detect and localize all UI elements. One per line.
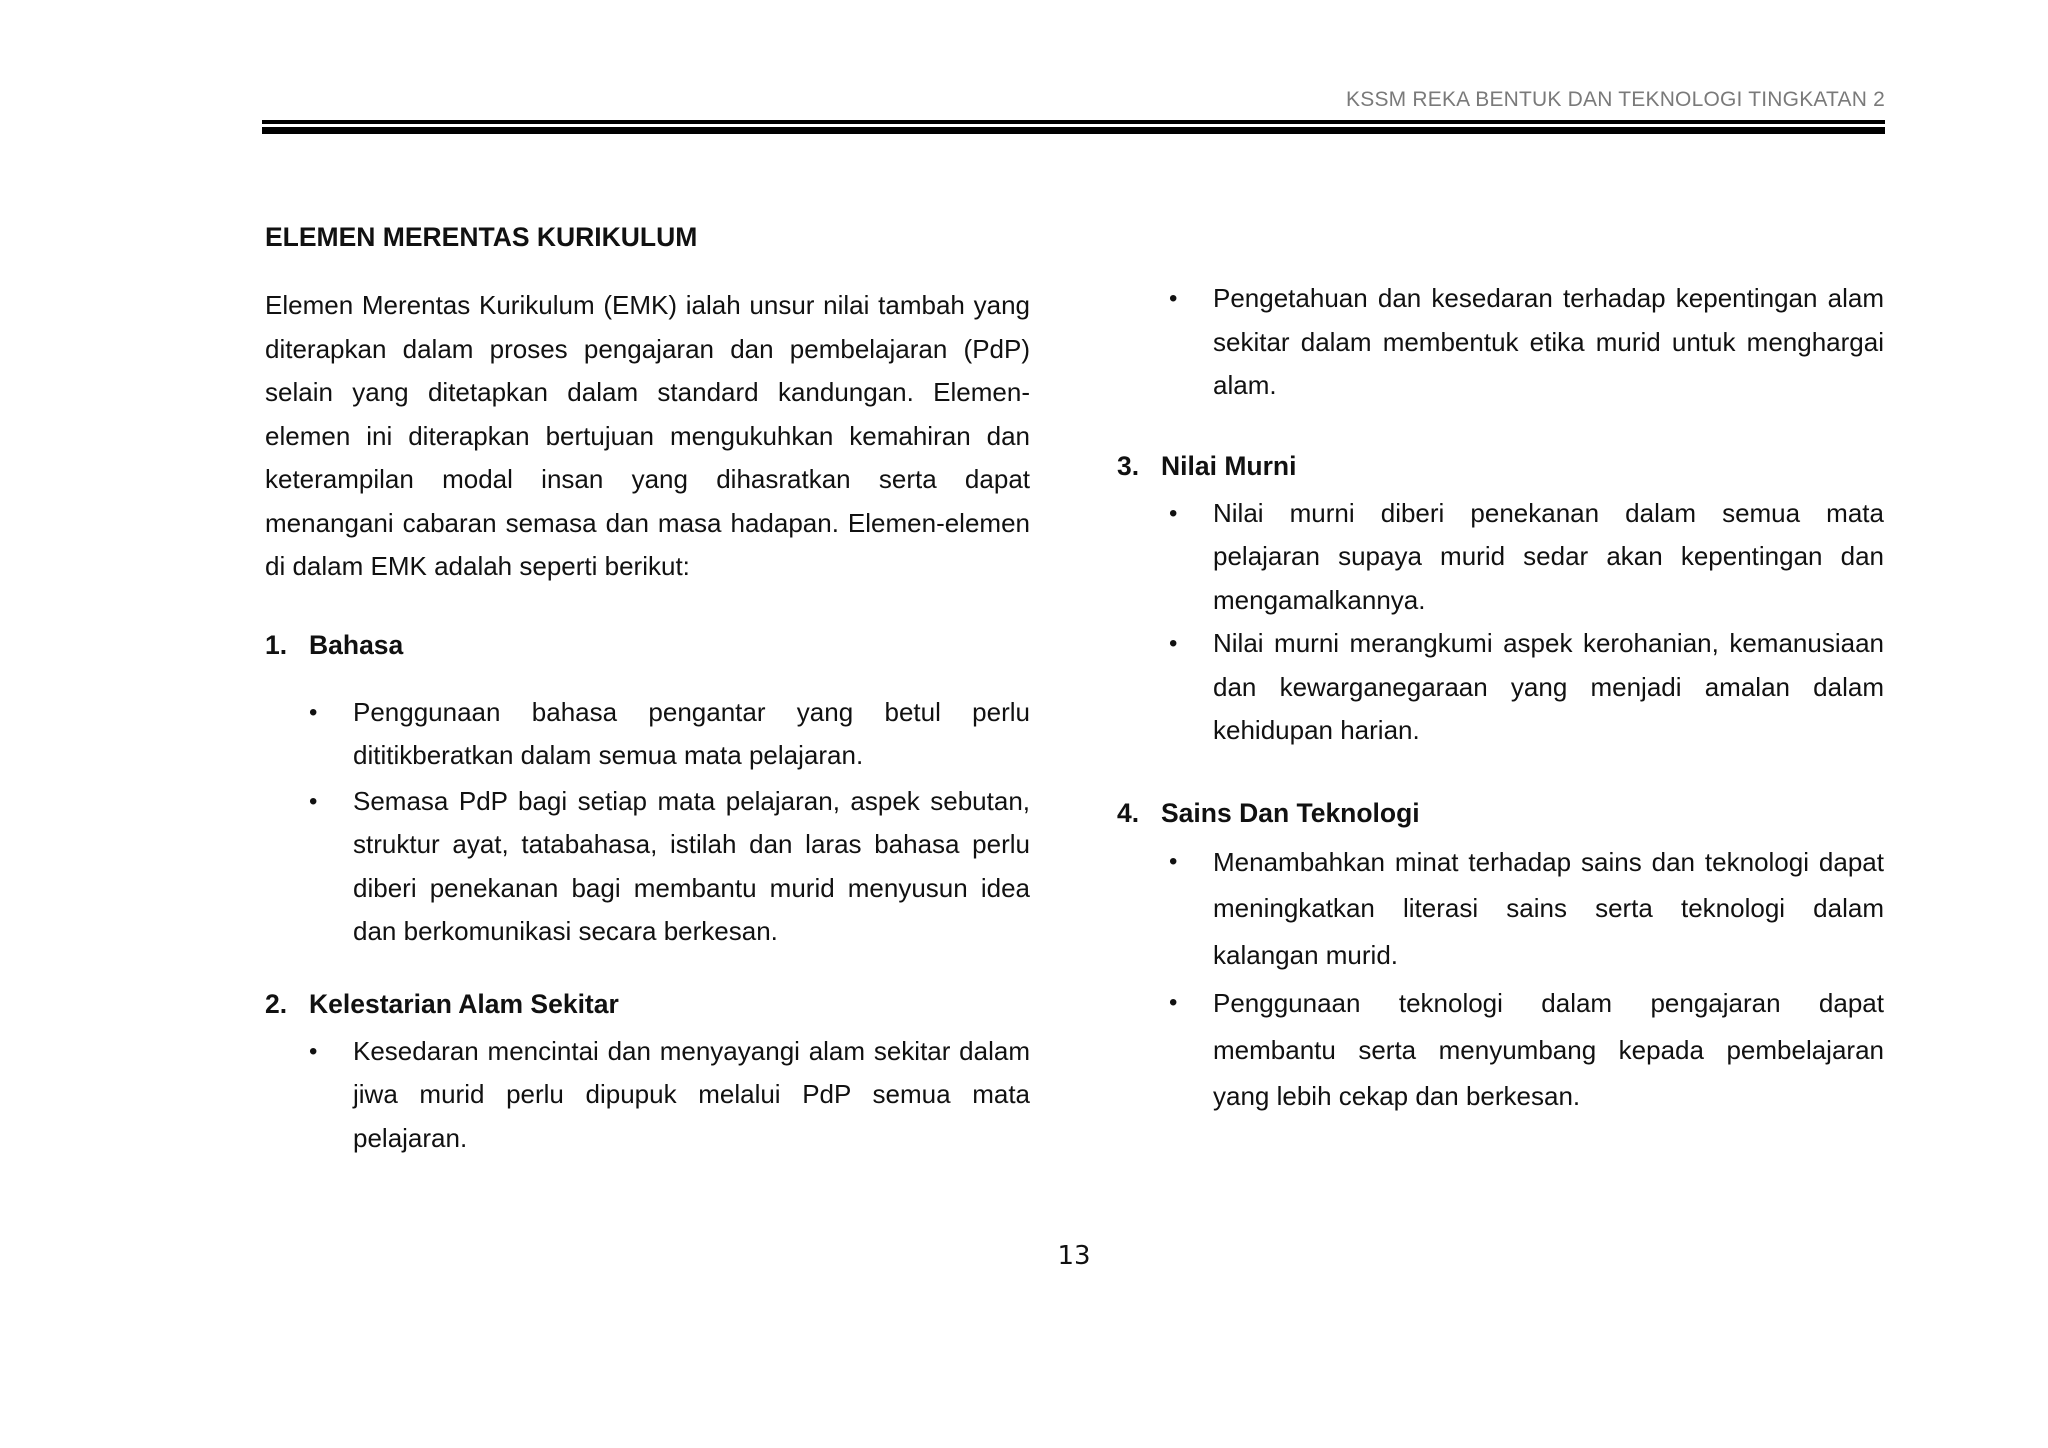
bullet-icon: • — [1169, 499, 1178, 527]
list-item — [309, 1030, 1030, 1161]
section-kelestarian — [265, 984, 1030, 1161]
header-rule-thick — [262, 127, 1885, 134]
list-item — [309, 780, 1030, 954]
section-title — [265, 625, 1030, 665]
bullet-list — [1117, 492, 1884, 753]
intro-paragraph: Elemen Merentas Kurikulum (EMK) ialah unsur nilai tambah yang diterapkan dalam proses pengajaran dan pembelajaran (PdP) selain yang ditetapkan dalam standard kandungan. Elemen-elemen ini diterapkan bertujuan mengukuhkan kemahiran dan keterampilan modal insan yang dihasratkan serta dapat menangani cabaran semasa dan masa hadapan. Elemen-elemen di dalam EMK adalah seperti berikut: — [265, 290, 1030, 581]
bullet-list — [265, 691, 1030, 954]
section-title-text: Bahasa — [309, 629, 404, 660]
section-title — [265, 984, 1030, 1024]
right-column — [1117, 277, 1884, 1120]
header-rule-thin — [262, 120, 1885, 124]
bullet-icon: • — [1169, 847, 1178, 875]
list-item-text: Kesedaran mencintai dan menyayangi alam sekitar dalam jiwa murid perlu dipupuk melalui PdP semua mata pelajaran. — [353, 1035, 1030, 1153]
list-item-text: Semasa PdP bagi setiap mata pelajaran, aspek sebutan, struktur ayat, tatabahasa, istilah dan laras bahasa perlu diberi penekanan bagi membantu murid menyusun idea dan berkomunikasi secara berkesan. — [353, 785, 1030, 946]
list-item-text: Menambahkan minat terhadap sains dan teknologi dapat meningkatkan literasi sains serta teknologi dalam kalangan murid. — [1213, 846, 1884, 970]
section-number: 1. — [265, 629, 288, 660]
list-item — [1169, 492, 1884, 623]
section-title — [1117, 446, 1884, 486]
section-title-text: Nilai Murni — [1161, 450, 1297, 481]
running-header: KSSM REKA BENTUK DAN TEKNOLOGI TINGKATAN 2 — [1346, 88, 1885, 111]
bullet-icon: • — [1169, 285, 1178, 312]
list-item-text: Nilai murni merangkumi aspek kerohanian, kemanusiaan dan kewarganegaraan yang menjadi amalan dalam kehidupan harian. — [1213, 628, 1884, 745]
bullet-list — [1117, 839, 1884, 1120]
section-title-text: Sains Dan Teknologi — [1161, 797, 1420, 828]
section-title — [1117, 793, 1884, 833]
bullet-list — [265, 1030, 1030, 1161]
list-item — [1169, 839, 1884, 979]
list-item-text: Pengetahuan dan kesedaran terhadap kepentingan alam sekitar dalam membentuk etika murid untuk menghargai alam. — [1213, 283, 1884, 400]
page-heading: ELEMEN MERENTAS KURIKULUM — [265, 222, 698, 252]
list-item — [309, 691, 1030, 778]
list-item-text: Nilai murni diberi penekanan dalam semua mata pelajaran supaya murid sedar akan kepentingan dan mengamalkannya. — [1213, 497, 1884, 615]
section-number: 4. — [1117, 797, 1140, 828]
left-column — [265, 217, 1030, 1160]
section-bahasa — [265, 625, 1030, 954]
bullet-icon: • — [309, 698, 318, 726]
list-item-text: Penggunaan bahasa pengantar yang betul perlu dititikberatkan dalam semua mata pelajaran. — [353, 696, 1030, 770]
bullet-icon: • — [309, 787, 318, 815]
section-number: 3. — [1117, 450, 1140, 481]
bullet-icon: • — [309, 1037, 318, 1065]
section-number: 2. — [265, 988, 288, 1019]
bullet-icon: • — [1169, 630, 1178, 657]
section-sains-teknologi — [1117, 793, 1884, 1120]
page-number: 13 — [1057, 1241, 1091, 1271]
section-title-text: Kelestarian Alam Sekitar — [309, 988, 619, 1019]
list-item — [1169, 622, 1884, 753]
bullet-list — [1117, 277, 1884, 408]
list-item — [1169, 980, 1884, 1120]
list-item — [1169, 277, 1884, 408]
bullet-icon: • — [1169, 989, 1178, 1016]
section-nilai-murni — [1117, 446, 1884, 753]
list-item-text: Penggunaan teknologi dalam pengajaran dapat membantu serta menyumbang kepada pembelajaran yang lebih cekap dan berkesan. — [1213, 988, 1884, 1111]
